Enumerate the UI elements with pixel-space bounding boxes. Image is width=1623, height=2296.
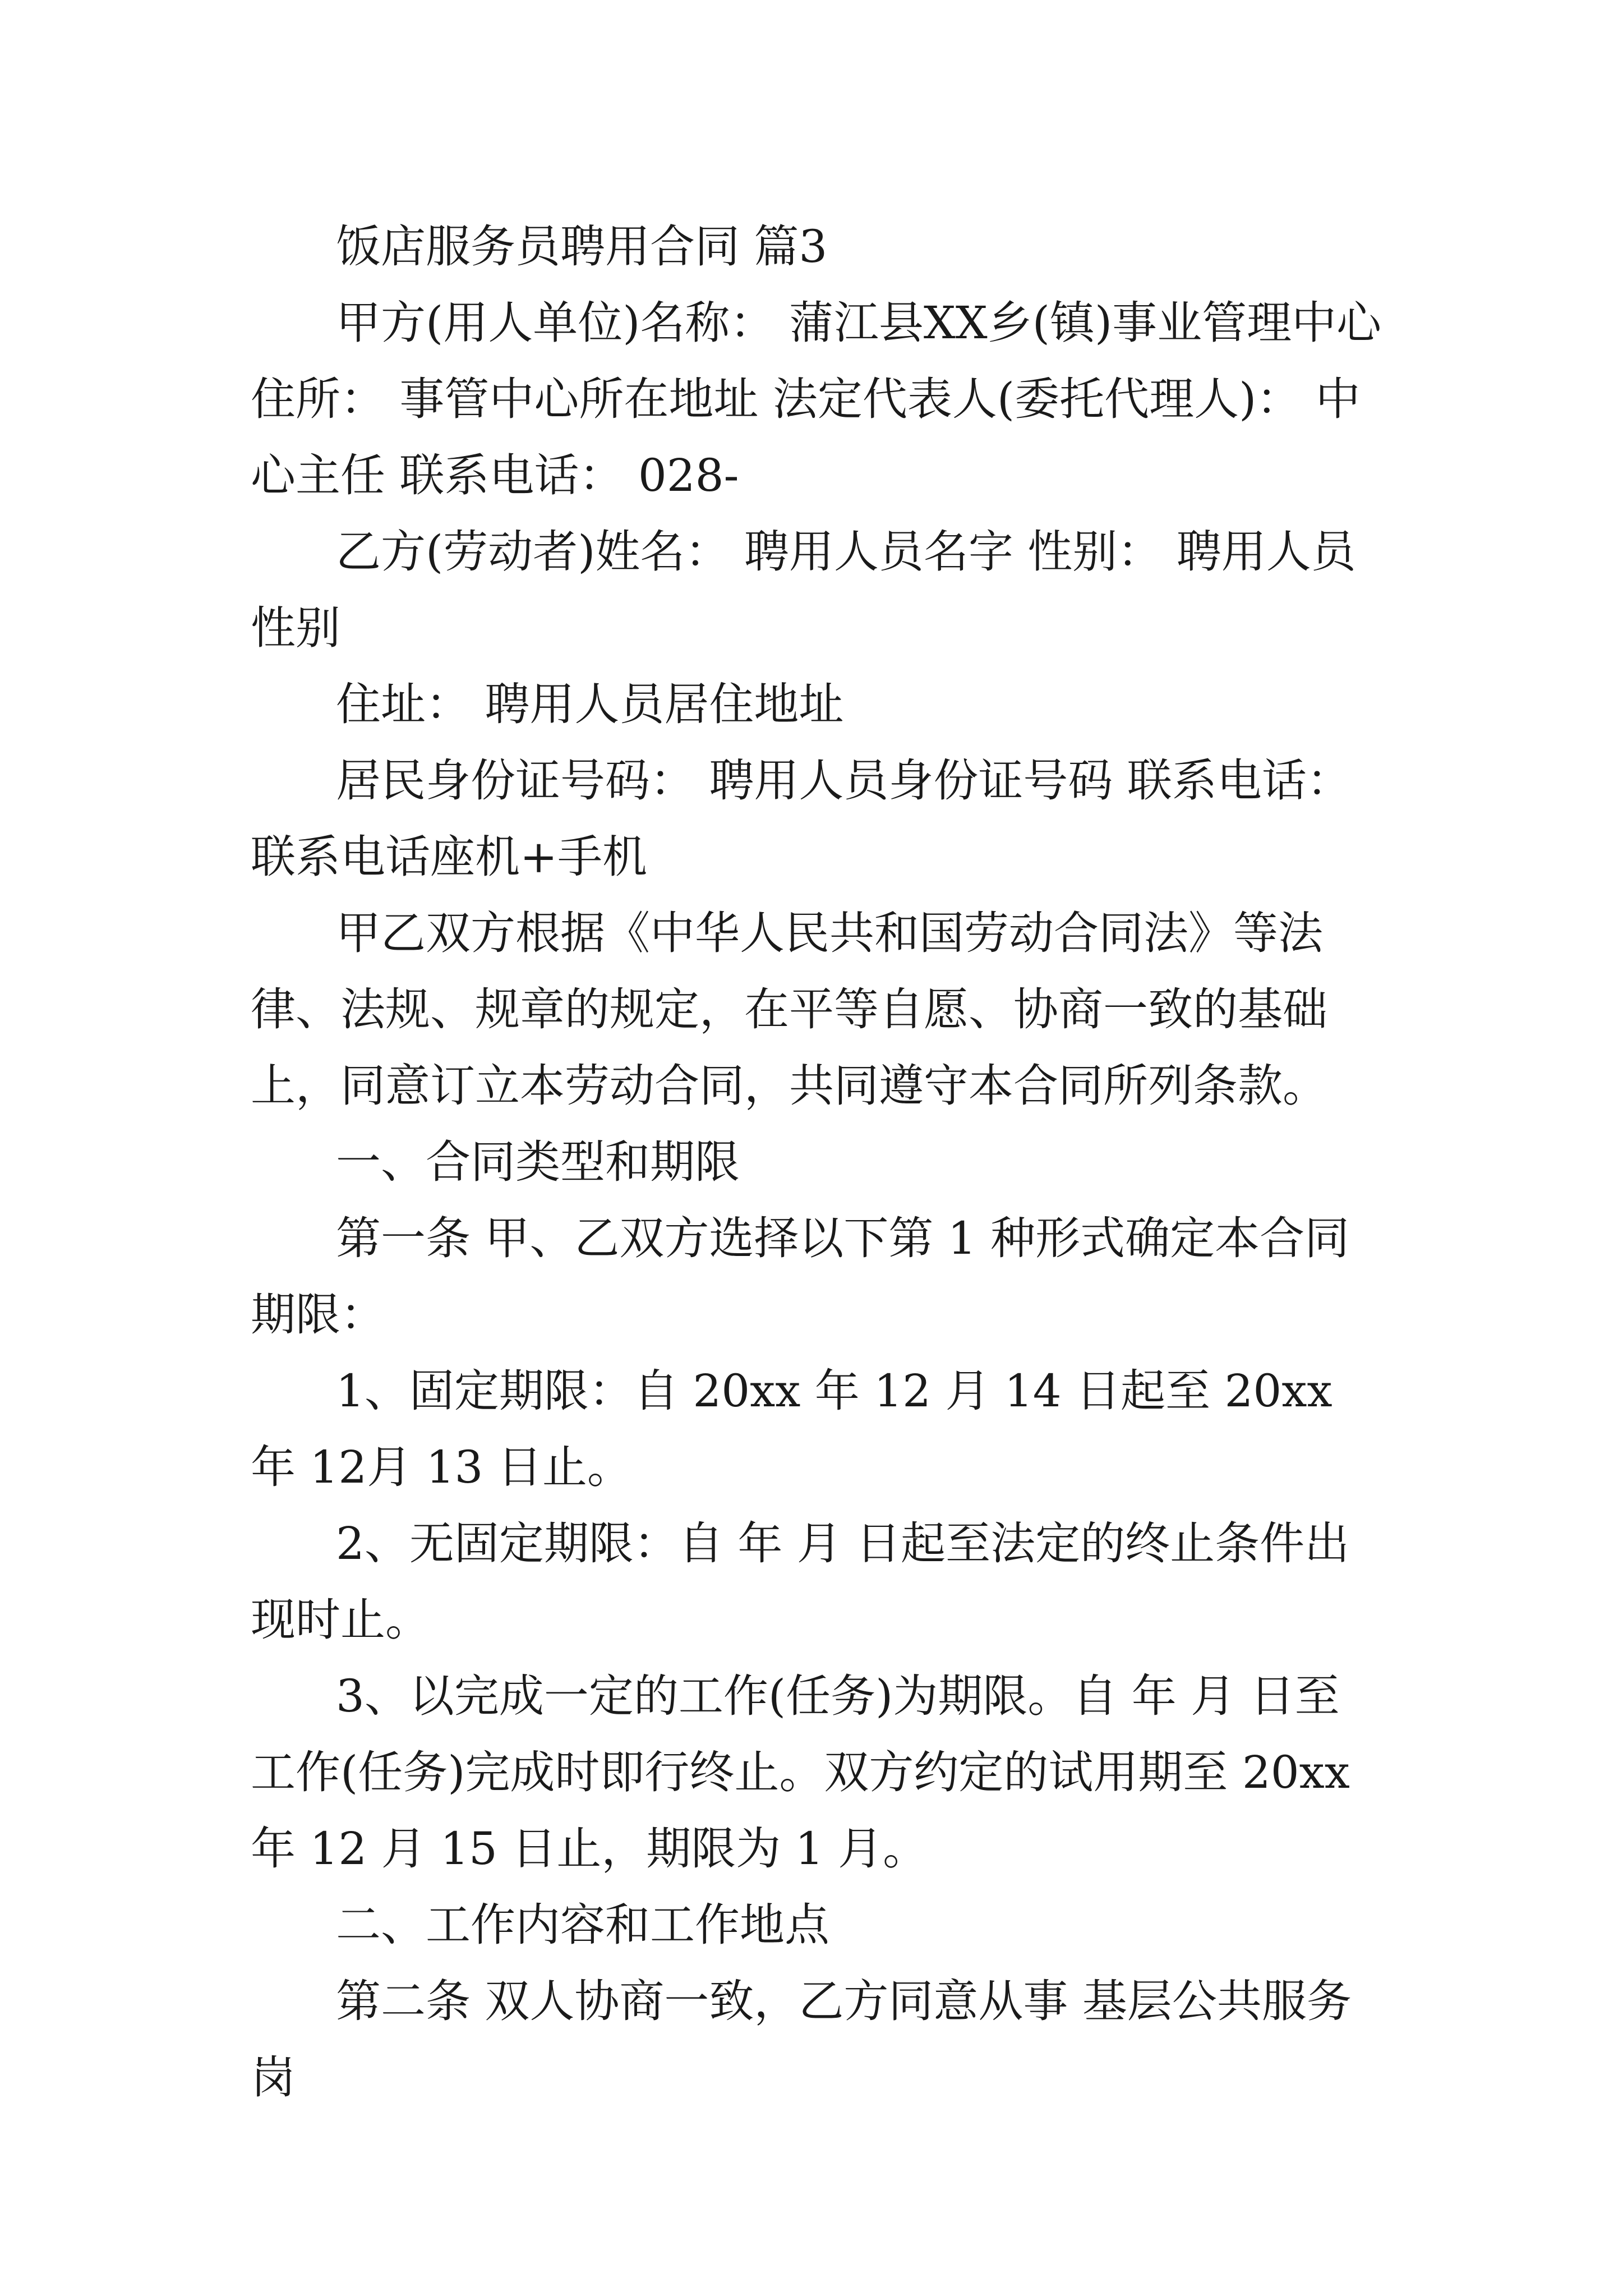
clause-paragraph: 1、固定期限：自 20xx 年 12 月 14 日起至 20xx 年 12月 13 日止。 xyxy=(251,1365,1332,1493)
party-b-info: 乙方(劳动者)姓名： 聘用人员名字 性别： 聘用人员性别 xyxy=(251,526,1356,654)
party-b-id-phone: 居民身份证号码： 聘用人员身份证号码 联系电话： 联系电话座机+手机 xyxy=(251,754,1352,883)
section-heading: 一、合同类型和期限 xyxy=(336,1136,740,1188)
article-paragraph: 第二条 双人协商一致，乙方同意从事 基层公共服务岗 xyxy=(251,1975,1352,2104)
clause-paragraph: 2、无固定期限：自 年 月 日起至法定的终止条件出现时止。 xyxy=(251,1517,1350,1646)
article-paragraph: 第一条 甲、乙双方选择以下第 1 种形式确定本合同期限： xyxy=(251,1212,1350,1341)
party-a-info: 甲方(用人单位)名称： 蒲江县XX乡(镇)事业管理中心 住所： 事管中心所在地址 法定代表人(委托代理人)： 中心主任 联系电话： 028- xyxy=(251,297,1382,501)
section-heading: 二、工作内容和工作地点 xyxy=(336,1899,829,1951)
party-b-address: 住址： 聘用人员居住地址 xyxy=(336,678,844,730)
clause-paragraph: 3、以完成一定的工作(任务)为期限。自 年 月 日至工作(任务)完成时即行终止。双方约定的试用期至 20xx 年 12 月 15 日止，期限为 1 月。 xyxy=(251,1670,1350,1875)
document-body xyxy=(251,209,1384,2116)
preamble-paragraph: 甲乙双方根据《中华人民共和国劳动合同法》等法律、法规、规章的规定，在平等自愿、协商一致的基础上，同意订立本劳动合同，共同遵守本合同所列条款。 xyxy=(251,907,1327,1112)
document-title: 饭店服务员聘用合同 篇3 xyxy=(336,220,828,273)
